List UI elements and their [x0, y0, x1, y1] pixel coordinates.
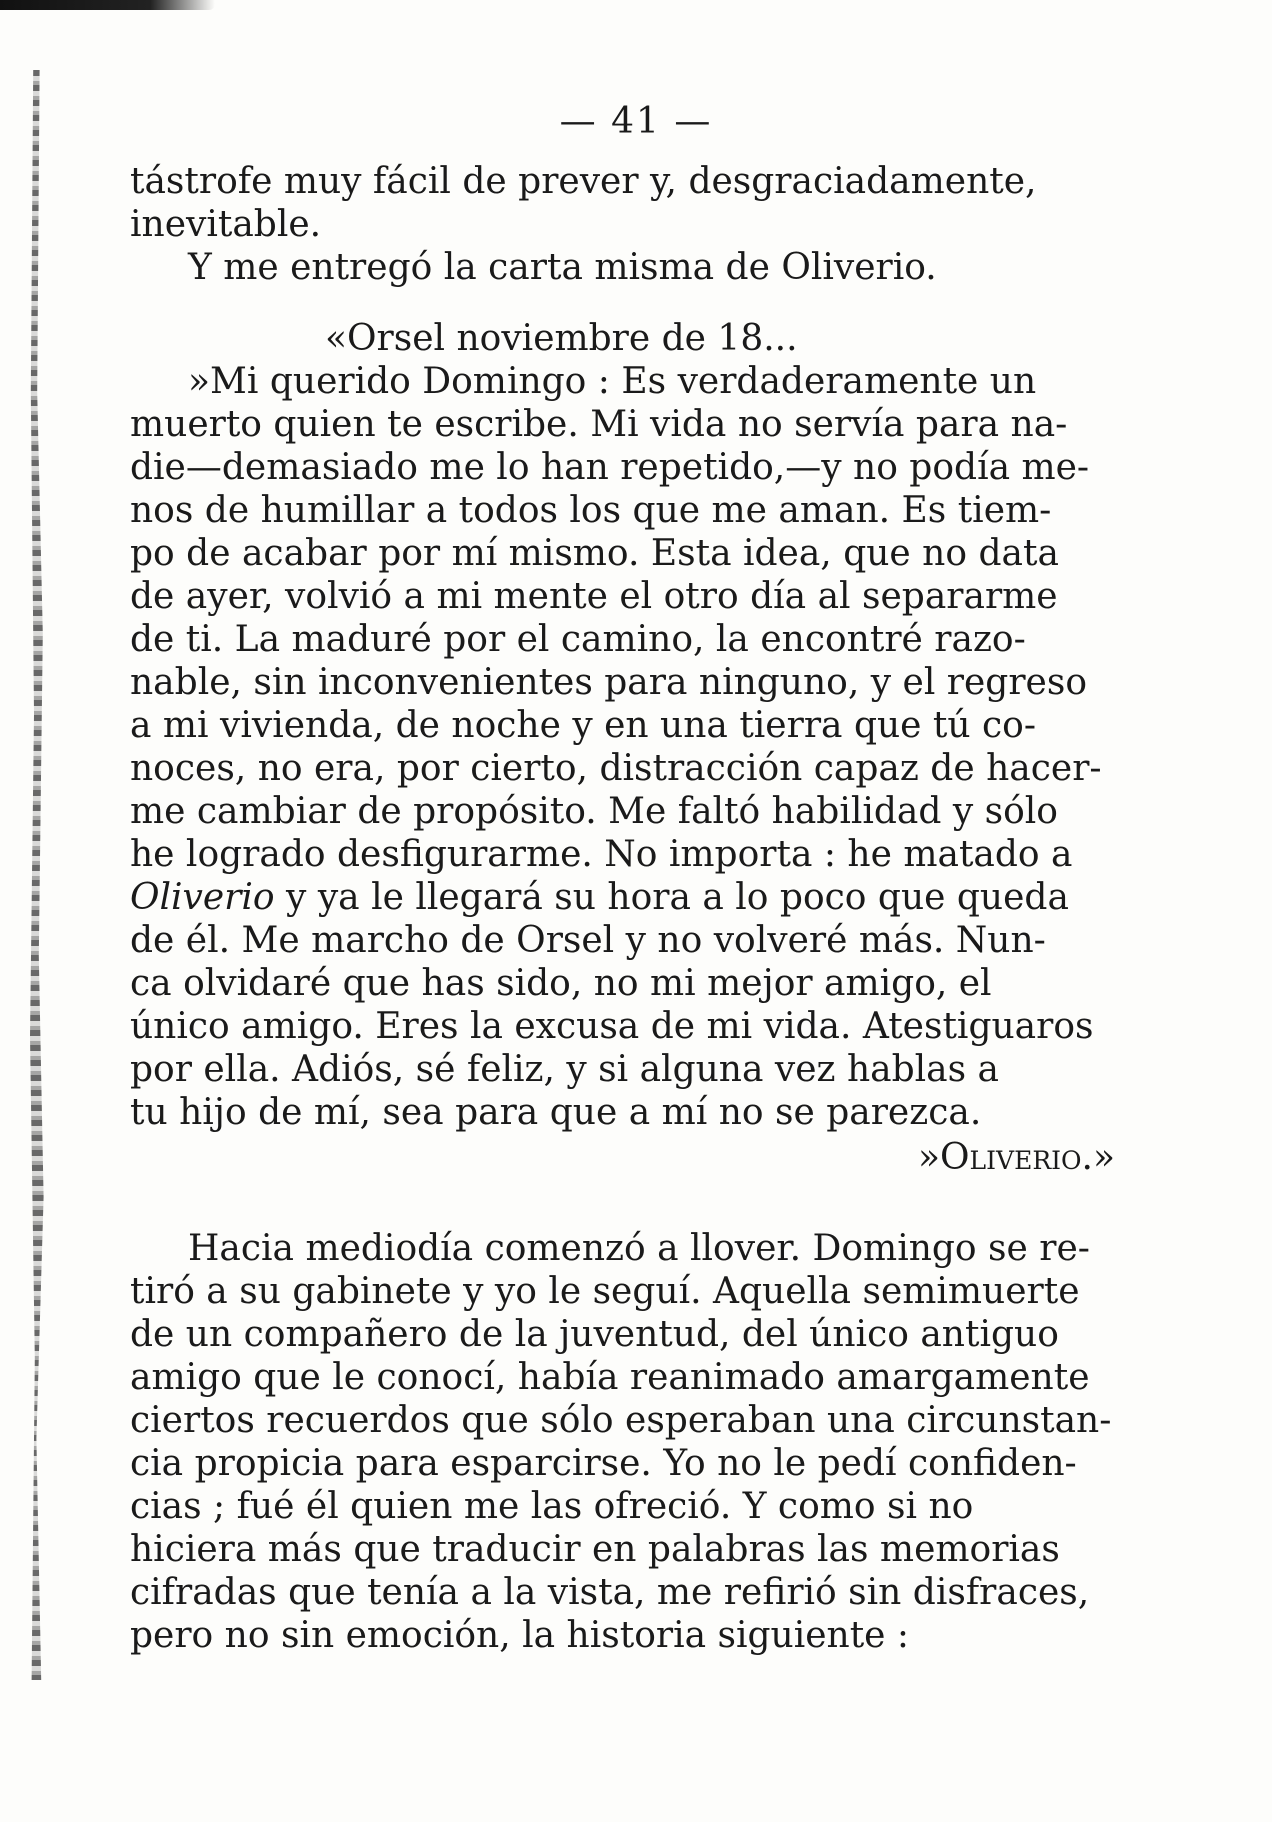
text-line: tu hijo de mí, sea para que a mí no se parezca. [130, 1092, 982, 1133]
text-line: tástrofe muy fácil de prever y, desgraciadamente, [130, 161, 1037, 202]
text-line: tiró a su gabinete y yo le seguí. Aquella semimuerte [130, 1271, 1080, 1312]
text-line: ciertos recuerdos que sólo esperaban una circunstan- [130, 1400, 1112, 1441]
closing-paragraph [130, 1227, 1130, 1657]
text-line: po de acabar por mí mismo. Esta idea, que no data [130, 533, 1059, 574]
text-line: a mi vivienda, de noche y en una tierra que tú co- [130, 705, 1037, 746]
text-line [130, 876, 1130, 919]
text-line: me cambiar de propósito. Me faltó habilidad y sólo [130, 791, 1058, 832]
text-line: cia propicia para esparcirse. Yo no le pedí confiden- [130, 1443, 1077, 1484]
text-line: nos de humillar a todos los que me aman. Es tiem- [130, 490, 1052, 531]
paragraph [130, 246, 1130, 289]
text-line: único amigo. Eres la excusa de mi vida. Atestiguaros [130, 1006, 1094, 1047]
text-line: he logrado desfigurarme. No importa : he matado a [130, 834, 1073, 875]
text-line: Hacia mediodía comenzó a llover. Domingo se re- [188, 1228, 1090, 1269]
text-line: de ayer, volvió a mi mente el otro día al separarme [130, 576, 1058, 617]
text-line: de un compañero de la juventud, del único antiguo [130, 1314, 1059, 1355]
text-line: nable, sin inconvenientes para ninguno, y el regreso [130, 662, 1088, 703]
text-line: die—demasiado me lo han repetido,—y no podía me- [130, 447, 1090, 488]
text-line: »Mi querido Domingo : Es verdaderamente un [188, 361, 1037, 402]
text-line: amigo que le conocí, había reanimado amargamente [130, 1357, 1090, 1398]
binding-edge-shadow [30, 70, 46, 1680]
letter-body [130, 360, 1130, 1134]
top-ink-rule [0, 0, 215, 10]
paragraph-continuation [130, 160, 1130, 246]
text-line: muerto quien te escribe. Mi vida no servía para na- [130, 404, 1068, 445]
text-line: por ella. Adiós, sé feliz, y si alguna vez hablas a [130, 1049, 999, 1090]
text-line: cias ; fué él quien me las ofreció. Y como si no [130, 1486, 974, 1527]
letter-dateline: «Orsel noviembre de 18... [325, 318, 798, 359]
page-number: — 41 — [559, 101, 713, 142]
text-fragment: y ya le llegará su hora a lo poco que queda [274, 877, 1069, 918]
text-line: noces, no era, por cierto, distracción capaz de hacer- [130, 748, 1102, 789]
letter-signature: »Oliverio.» [918, 1137, 1115, 1178]
text-line: cifradas que tenía a la vista, me refirió sin disfraces, [130, 1572, 1090, 1613]
italic-name: Oliverio [130, 877, 275, 918]
text-line: Y me entregó la carta misma de Oliverio. [188, 247, 937, 288]
text-line: pero no sin emoción, la historia siguiente : [130, 1615, 910, 1656]
text-line: ca olvidaré que has sido, no mi mejor amigo, el [130, 963, 992, 1004]
text-line: de él. Me marcho de Orsel y no volveré más. Nun- [130, 920, 1046, 961]
body-text [130, 160, 1130, 1657]
text-line: hiciera más que traducir en palabras las memorias [130, 1529, 1060, 1570]
section-gap [130, 1179, 1130, 1227]
text-line: inevitable. [130, 204, 322, 245]
text-line: de ti. La maduré por el camino, la encontré razo- [130, 619, 1026, 660]
